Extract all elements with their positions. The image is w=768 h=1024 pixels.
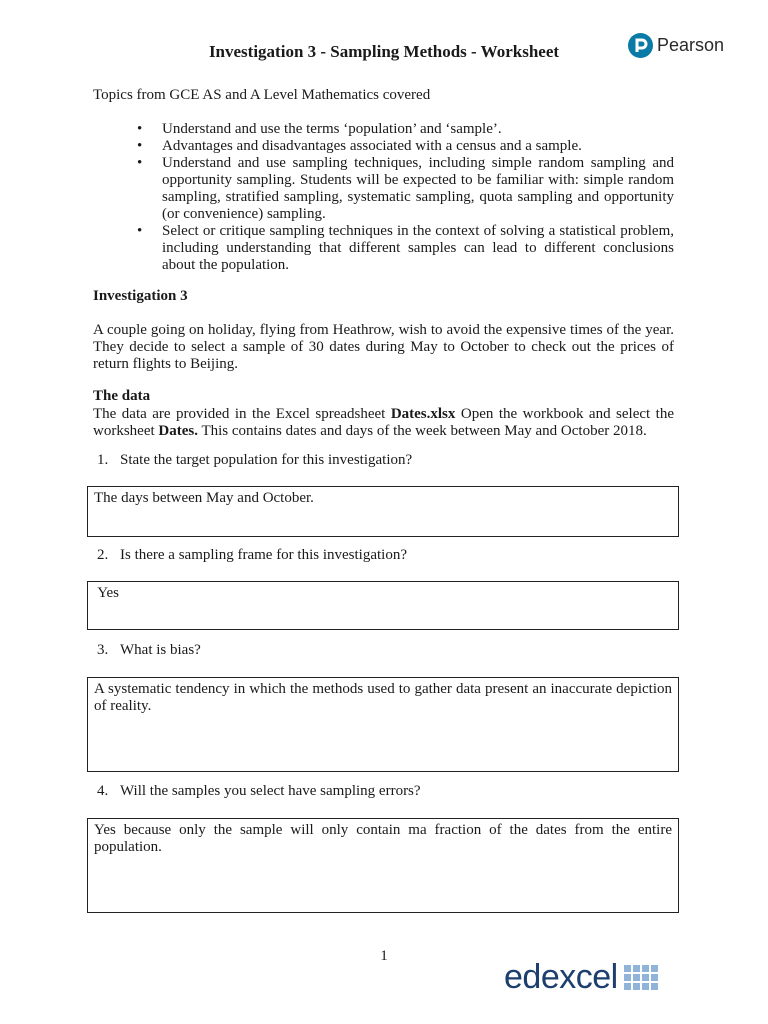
page-number: 1 — [380, 948, 388, 964]
data-text: This contains dates and days of the week between May and October 2018. — [197, 423, 647, 439]
investigation-heading: Investigation 3 — [93, 288, 188, 304]
list-item: • Advantages and disadvantages associated with a census and a sample. — [137, 138, 674, 155]
answer-box-1[interactable]: The days between May and October. — [87, 486, 679, 537]
answer-box-3[interactable]: A systematic tendency in which the methods used to gather data present an inaccurate depiction of reality. — [87, 677, 679, 772]
page-title: Investigation 3 - Sampling Methods - Worksheet — [208, 42, 560, 61]
file-name: Dates.xlsx — [390, 406, 456, 422]
pearson-logo — [628, 33, 724, 58]
question-text: Is there a sampling frame for this investigation? — [120, 547, 407, 563]
question-number: 4. — [97, 783, 109, 799]
question-number: 1. — [97, 452, 109, 468]
question-3 — [97, 642, 201, 659]
list-item: • Understand and use sampling techniques, including simple random sampling and opportunity sampling. Students will be expected to be familiar with: simple random sampling, stratified sampling, systematic sampling, quota sampling and opportunity (or convenience) sampling. — [137, 155, 674, 223]
answer-box-2[interactable]: Yes — [87, 581, 679, 630]
data-text: The data are provided in the Excel spreadsheet — [93, 406, 391, 422]
answer-box-4[interactable]: Yes because only the sample will only contain ma fraction of the dates from the entire population. — [87, 818, 679, 913]
list-item: • Select or critique sampling techniques in the context of solving a statistical problem, including understanding that different samples can lead to different conclusions about the population. — [137, 223, 674, 274]
edexcel-grid-icon — [624, 965, 658, 990]
question-1 — [97, 452, 412, 469]
question-number: 2. — [97, 547, 109, 563]
topics-intro: Topics from GCE AS and A Level Mathematics covered — [93, 87, 431, 103]
question-4 — [97, 783, 421, 800]
data-heading: The data — [93, 388, 151, 404]
question-2 — [97, 547, 407, 564]
question-number: 3. — [97, 642, 109, 658]
list-item: • Understand and use the terms ‘population’ and ‘sample’. — [137, 121, 674, 138]
investigation-text: A couple going on holiday, flying from Heathrow, wish to avoid the expensive times of the year. They decide to select a sample of 30 dates during May to October to check out the prices of return flights to Beijing. — [93, 322, 674, 372]
data-text: Open the workbook and select the worksheet — [93, 406, 674, 439]
edexcel-logo — [504, 958, 658, 997]
data-description — [93, 406, 674, 440]
edexcel-logo-text: edexcel — [504, 958, 618, 996]
question-text: State the target population for this investigation? — [120, 452, 413, 468]
question-text: What is bias? — [120, 642, 201, 658]
question-text: Will the samples you select have sampling errors? — [120, 783, 421, 799]
sheet-name: Dates. — [158, 423, 198, 439]
pearson-logo-text: Pearson — [657, 35, 725, 55]
topics-list — [137, 121, 674, 274]
pearson-p-icon — [628, 33, 653, 58]
